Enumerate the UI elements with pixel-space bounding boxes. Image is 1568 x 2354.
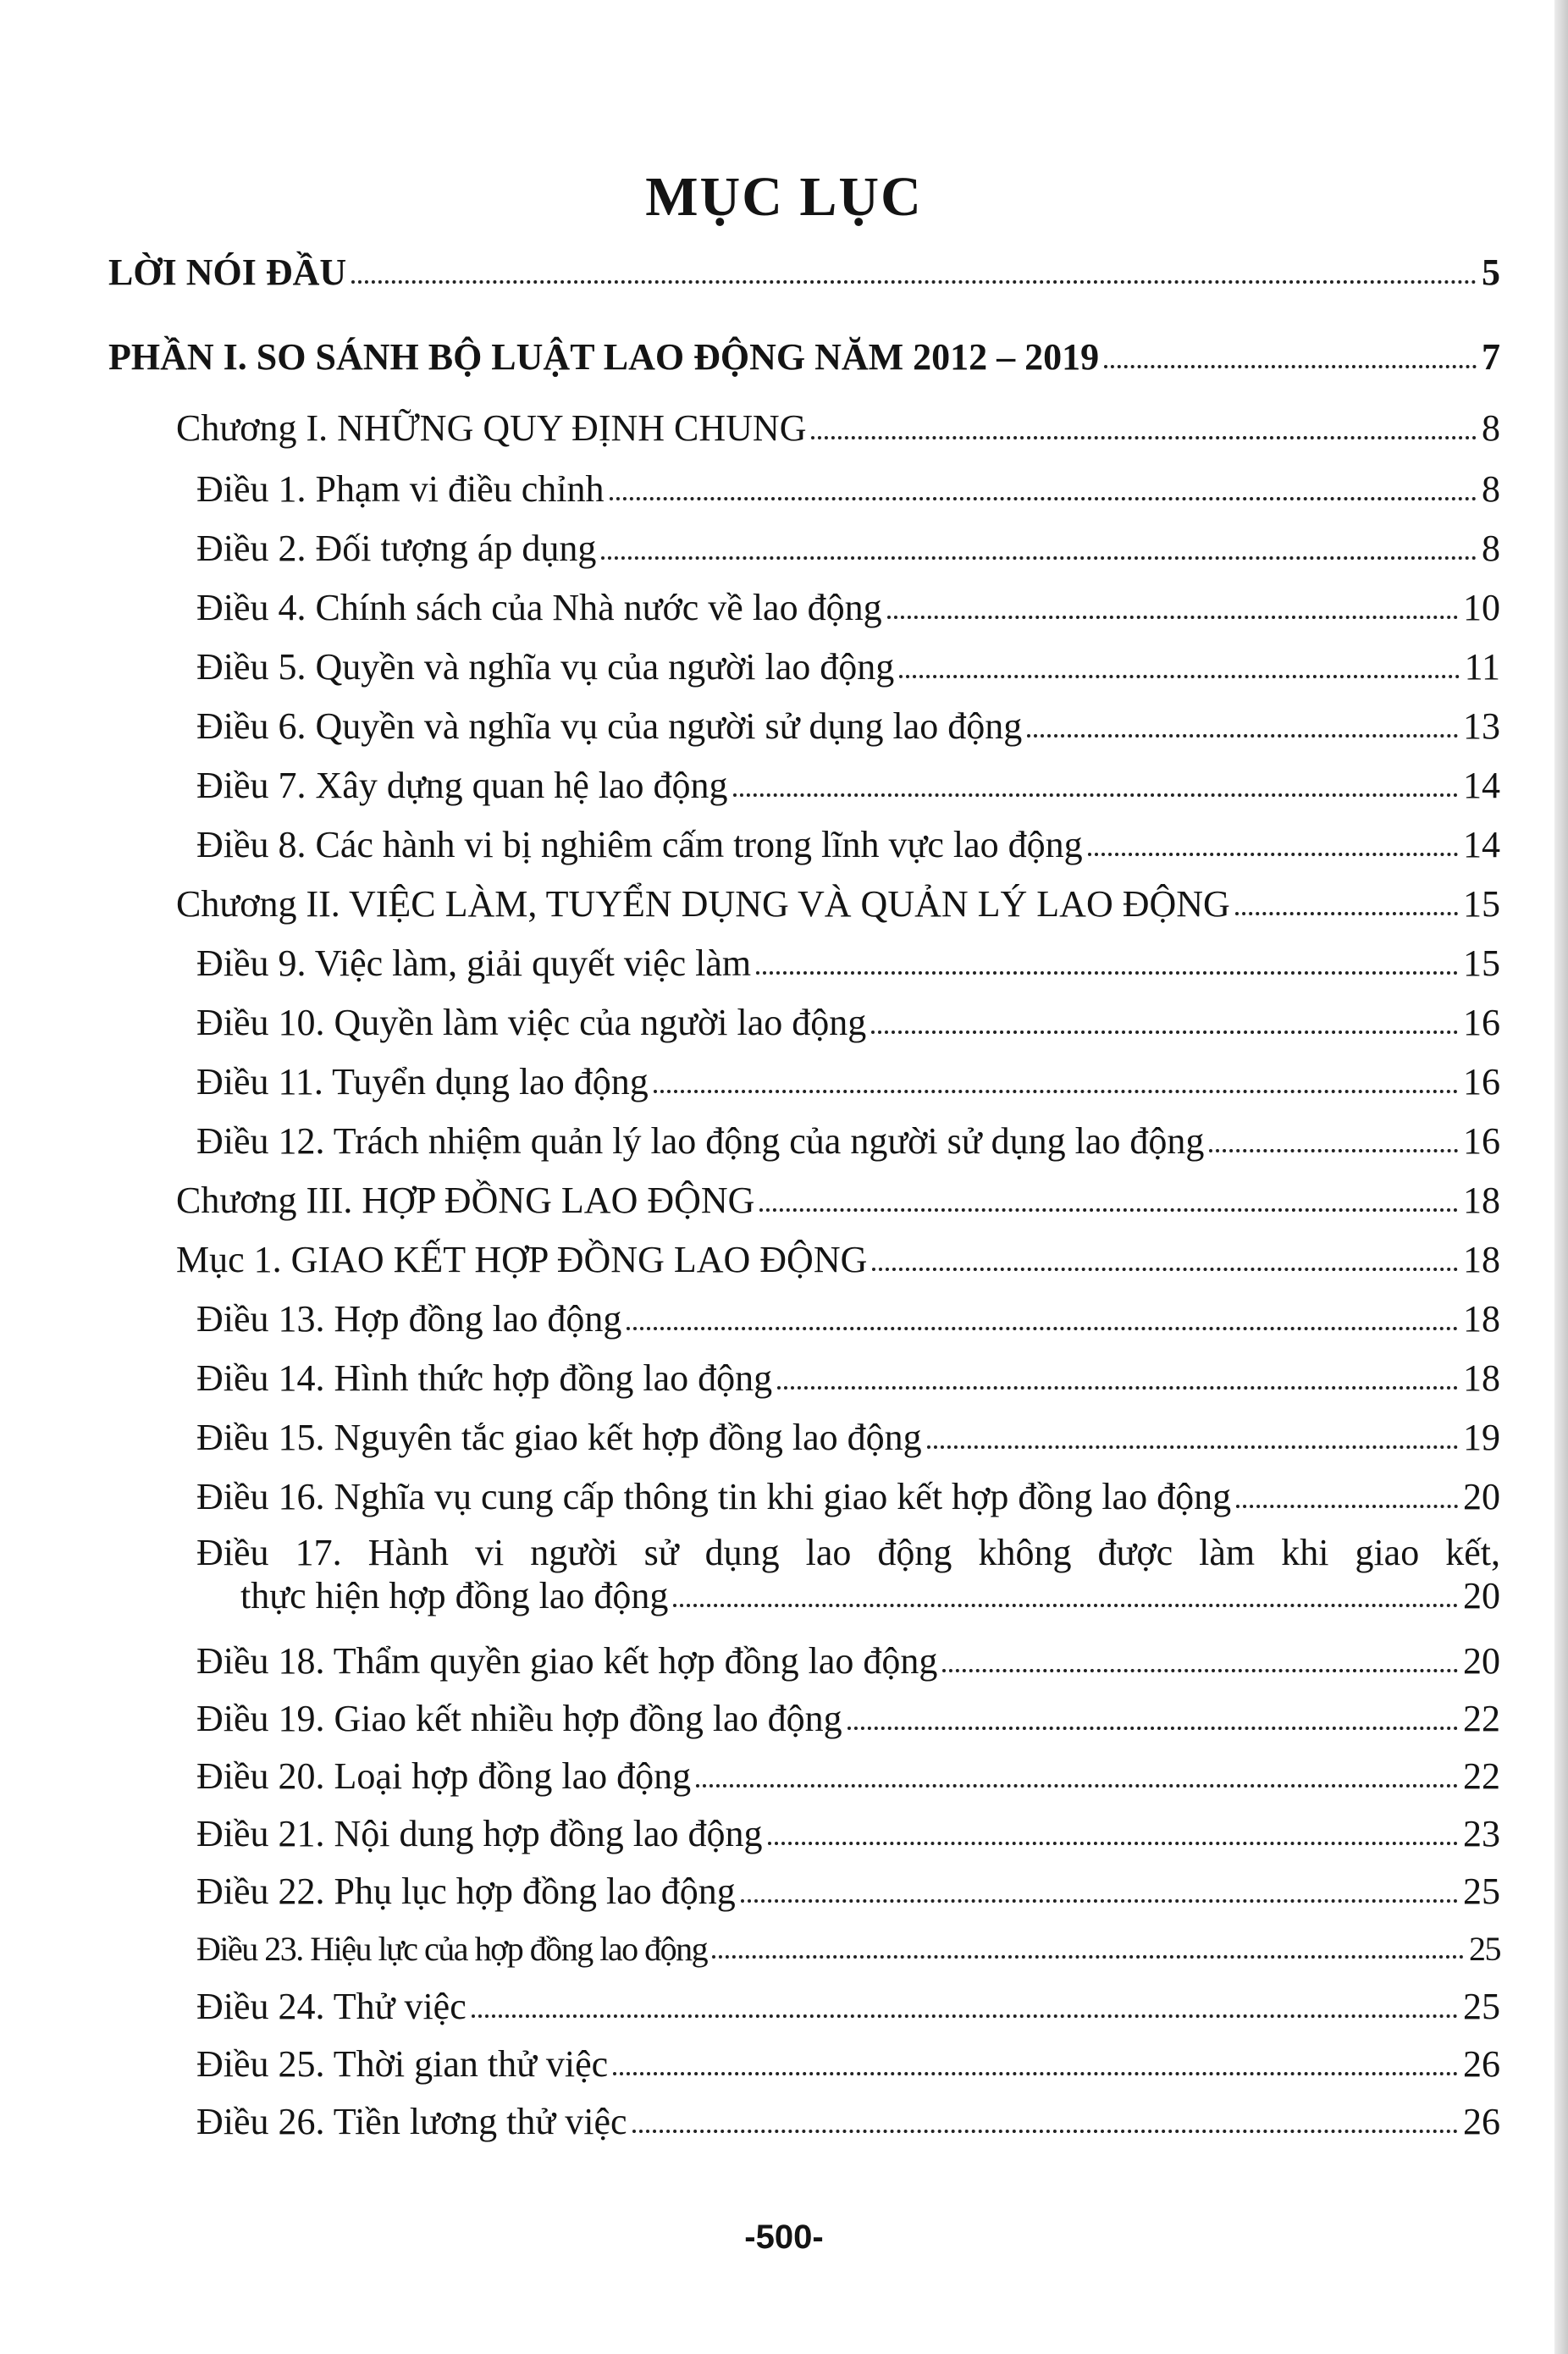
toc-entry[interactable]	[196, 764, 1500, 807]
toc-leader-dots	[768, 1842, 1458, 1845]
toc-entry-title: Điều 15. Nguyên tắc giao kết hợp đồng lao động	[196, 1417, 922, 1458]
toc-entry-title: Điều 12. Trách nhiệm quản lý lao động của người sử dụng lao động	[196, 1120, 1205, 1162]
toc-entry[interactable]	[196, 527, 1500, 570]
toc-entry-title: Điều 6. Quyền và nghĩa vụ của người sử dụng lao động	[196, 705, 1023, 747]
toc-entry-page: 20	[1463, 1640, 1500, 1682]
toc-entry[interactable]	[196, 1697, 1500, 1740]
toc-entry[interactable]	[196, 705, 1500, 748]
toc-entry-title: Điều 26. Tiền lương thử việc	[196, 2101, 627, 2142]
toc-entry[interactable]	[196, 1754, 1500, 1798]
toc-entry-title: Điều 25. Thời gian thử việc	[196, 2043, 609, 2085]
toc-leader-dots	[712, 1955, 1464, 1959]
toc-entry-title-continued: thực hiện hợp đồng lao động	[240, 1575, 669, 1616]
toc-entry[interactable]	[196, 586, 1500, 629]
toc-entry-page: 5	[1482, 251, 1500, 293]
toc-entry[interactable]	[196, 645, 1500, 688]
toc-leader-dots	[942, 1669, 1458, 1672]
toc-entry[interactable]	[176, 1238, 1500, 1281]
toc-entry[interactable]	[196, 1475, 1500, 1518]
toc-entry-page: 26	[1463, 2043, 1500, 2085]
toc-entry-page: 23	[1463, 1813, 1500, 1854]
toc-leader-dots	[927, 1445, 1458, 1449]
toc-leader-dots	[351, 280, 1477, 284]
toc-leader-dots	[871, 1031, 1458, 1034]
toc-entry-page: 25	[1463, 1870, 1500, 1912]
toc-entry[interactable]	[176, 882, 1500, 926]
toc-entry-title: Điều 2. Đối tượng áp dụng	[196, 528, 597, 569]
toc-entry[interactable]	[196, 1929, 1500, 1969]
toc-entry-title: Điều 18. Thẩm quyền giao kết hợp đồng lao động	[196, 1640, 938, 1682]
toc-entry-title: Điều 5. Quyền và nghĩa vụ của người lao động	[196, 646, 895, 688]
toc-leader-dots	[733, 793, 1459, 797]
toc-entry-title: Điều 20. Loại hợp đồng lao động	[196, 1755, 692, 1797]
toc-entry-page: 14	[1463, 765, 1500, 806]
toc-entry[interactable]	[196, 1531, 1500, 1617]
toc-entry[interactable]	[196, 1639, 1500, 1683]
toc-entry-page: 11	[1464, 646, 1500, 688]
toc-leader-dots	[696, 1784, 1458, 1788]
toc-leader-dots	[741, 1899, 1458, 1903]
toc-entry-page: 8	[1482, 468, 1500, 510]
toc-entry[interactable]	[196, 1119, 1500, 1163]
toc-leader-dots	[627, 1327, 1458, 1330]
toc-entry[interactable]	[196, 1812, 1500, 1855]
toc-entry-title: Điều 16. Nghĩa vụ cung cấp thông tin khi giao kết hợp đồng lao động	[196, 1476, 1232, 1517]
toc-entry[interactable]	[108, 335, 1500, 379]
toc-entry-title: Điều 24. Thử việc	[196, 1986, 467, 2027]
toc-leader-dots	[1235, 912, 1458, 915]
toc-entry-page: 8	[1482, 528, 1500, 569]
toc-entry[interactable]	[196, 1870, 1500, 1913]
toc-leader-dots	[601, 556, 1477, 560]
toc-leader-dots	[811, 436, 1477, 439]
toc-entry[interactable]	[196, 1357, 1500, 1400]
toc-leader-dots	[887, 616, 1458, 619]
toc-entry[interactable]	[196, 1297, 1500, 1340]
toc-leader-dots	[899, 675, 1459, 678]
toc-leader-dots	[1104, 365, 1477, 368]
toc-entry-page: 19	[1463, 1417, 1500, 1458]
toc-entry-page: 20	[1463, 1575, 1500, 1616]
toc-entry-title: Chương II. VIỆC LÀM, TUYỂN DỤNG VÀ QUẢN LÝ LAO ĐỘNG	[176, 883, 1230, 925]
toc-entry-page: 18	[1463, 1298, 1500, 1340]
toc-entry-title: Điều 11. Tuyển dụng lao động	[196, 1061, 649, 1102]
toc-entry-title: Điều 21. Nội dung hợp đồng lao động	[196, 1813, 763, 1854]
toc-entry-page: 15	[1463, 942, 1500, 984]
toc-entry-title: Điều 22. Phụ lục hợp đồng lao động	[196, 1870, 736, 1912]
toc-entry[interactable]	[196, 942, 1500, 985]
toc-entry-page: 22	[1463, 1698, 1500, 1739]
toc-entry[interactable]	[196, 2042, 1500, 2086]
toc-entry-title: Chương III. HỢP ĐỒNG LAO ĐỘNG	[176, 1180, 755, 1221]
toc-leader-dots	[632, 2130, 1458, 2133]
toc-entry-title: Điều 13. Hợp đồng lao động	[196, 1298, 622, 1340]
toc-leader-dots	[1027, 734, 1458, 738]
toc-entry-title: Điều 9. Việc làm, giải quyết việc làm	[196, 942, 752, 984]
toc-entry[interactable]	[196, 2100, 1500, 2143]
toc-entry-title: Điều 17. Hành vi người sử dụng lao động không được làm khi giao kết,	[196, 1532, 1500, 1573]
toc-leader-dots	[654, 1090, 1458, 1093]
toc-entry[interactable]	[196, 1001, 1500, 1044]
toc-entry-page: 14	[1463, 824, 1500, 865]
toc-entry-page: 22	[1463, 1755, 1500, 1797]
toc-entry-page: 26	[1463, 2101, 1500, 2142]
toc-entry-title: Điều 19. Giao kết nhiều hợp đồng lao động	[196, 1698, 842, 1739]
toc-entry-page: 20	[1463, 1476, 1500, 1517]
toc-leader-dots	[847, 1727, 1458, 1730]
toc-entry[interactable]	[176, 406, 1500, 450]
toc-entry-title: Chương I. NHỮNG QUY ĐỊNH CHUNG	[176, 407, 807, 449]
toc-entry-title: Điều 14. Hình thức hợp đồng lao động	[196, 1357, 773, 1399]
toc-leader-dots	[472, 2014, 1458, 2018]
toc-entry-page: 18	[1463, 1180, 1500, 1221]
toc-leader-dots	[777, 1386, 1458, 1390]
toc-entry-page: 7	[1482, 336, 1500, 378]
toc-entry[interactable]	[196, 1060, 1500, 1103]
toc-entry[interactable]	[196, 467, 1500, 511]
toc-leader-dots	[673, 1604, 1458, 1607]
toc-entry-page: 18	[1463, 1357, 1500, 1399]
toc-entry-title: Điều 8. Các hành vi bị nghiêm cấm trong lĩnh vực lao động	[196, 824, 1083, 865]
toc-entry[interactable]	[108, 251, 1500, 294]
toc-leader-dots	[613, 2072, 1458, 2075]
toc-entry-title: Mục 1. GIAO KẾT HỢP ĐỒNG LAO ĐỘNG	[176, 1239, 868, 1280]
toc-entry-title: Điều 10. Quyền làm việc của người lao động	[196, 1002, 867, 1043]
toc-entry-page: 15	[1463, 883, 1500, 925]
toc-leader-dots	[759, 1208, 1458, 1212]
toc-entry-title: Điều 23. Hiệu lực của hợp đồng lao động	[196, 1930, 708, 1968]
toc-entry[interactable]	[196, 1416, 1500, 1459]
toc-entry[interactable]	[176, 1179, 1500, 1222]
toc-leader-dots	[1209, 1149, 1458, 1152]
toc-entry[interactable]	[196, 823, 1500, 866]
toc-entry-page: 25	[1463, 1986, 1500, 2027]
toc-entry-page: 16	[1463, 1061, 1500, 1102]
toc-leader-dots	[610, 497, 1477, 500]
toc-leader-dots	[756, 971, 1458, 975]
toc-entry-page: 25	[1469, 1930, 1500, 1968]
toc-entry-title: Điều 1. Phạm vi điều chỉnh	[196, 468, 605, 510]
toc-entry-page: 10	[1463, 587, 1500, 628]
toc-entry-title: Điều 7. Xây dựng quan hệ lao động	[196, 765, 728, 806]
toc-entry-page: 8	[1482, 407, 1500, 449]
toc-entry-page: 13	[1463, 705, 1500, 747]
toc-entry-title: Điều 4. Chính sách của Nhà nước về lao động	[196, 587, 882, 628]
page-title: MỤC LỤC	[645, 166, 923, 228]
toc-leader-dots	[1236, 1505, 1458, 1508]
toc-leader-dots	[872, 1268, 1458, 1271]
toc-leader-dots	[1088, 853, 1458, 856]
toc-entry-title: PHẦN I. SO SÁNH BỘ LUẬT LAO ĐỘNG NĂM 2012 – 2019	[108, 336, 1100, 378]
toc-entry-title: LỜI NÓI ĐẦU	[108, 251, 347, 293]
toc-entry-page: 16	[1463, 1120, 1500, 1162]
toc-entry-page: 18	[1463, 1239, 1500, 1280]
toc-entry[interactable]	[196, 1985, 1500, 2028]
toc-entry-page: 16	[1463, 1002, 1500, 1043]
page-number: -500-	[744, 2219, 824, 2256]
